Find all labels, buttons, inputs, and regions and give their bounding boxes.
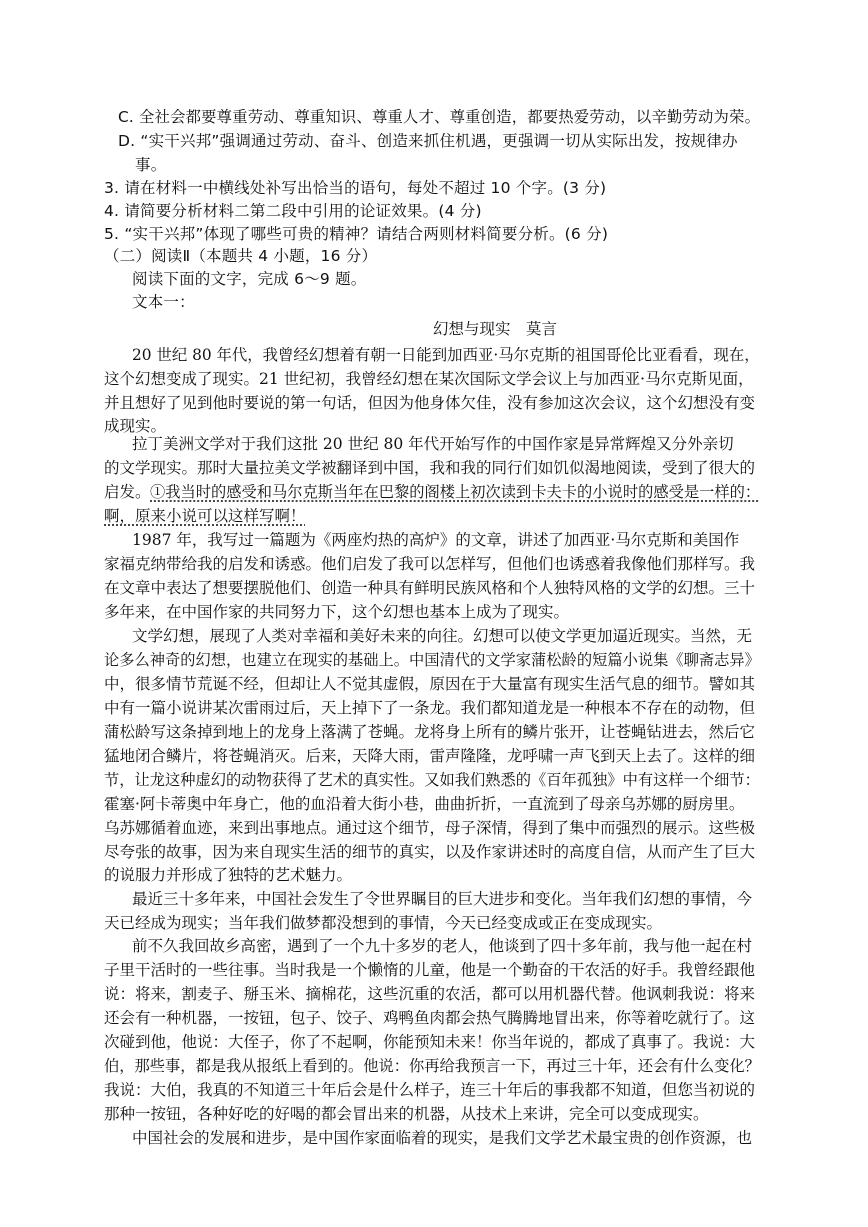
question-4: 4. 请简要分析材料二第二段中引用的论证效果。(4 分) [104, 202, 482, 220]
option-d-line2: 事。 [135, 156, 167, 174]
article-line: 中，很多情节荒诞不经，但却让人不觉其虚假，原因在于大量富有现实生活气息的细节。譬如其 [104, 675, 756, 693]
underlined-sentence: ①我当时的感受和马尔克斯当年在巴黎的阁楼上初次读到卡夫卡的小说时的感受是一样的： [150, 483, 761, 501]
underlined-sentence: 啊，原来小说可以这样写啊！ [104, 507, 306, 525]
option-c: C. 全社会都要尊重劳动、尊重知识、尊重人才、尊重创造，都要热爱劳动，以辛勤劳动为荣。 [118, 108, 761, 126]
article-line: 乌苏娜循着血迹，来到出事地点。通过这个细节，母子深情，得到了集中而强烈的展示。这些极 [104, 819, 756, 837]
article-line: 20 世纪 80 年代，我曾经幻想着有朝一日能到加西亚·马尔克斯的祖国哥伦比亚看看，现在， [132, 346, 760, 364]
article-line: 启发。 [104, 483, 151, 501]
article-line: 尽夸张的故事，因为来自现实生活的细节的真实，以及作家讲述时的高度自信，从而产生了巨大 [104, 843, 756, 861]
article-line: 还会有一种机器，一按钮，包子、饺子、鸡鸭鱼肉都会热气腾腾地冒出来，你等着吃就行了。这 [104, 1009, 756, 1027]
article-line: 1987 年，我写过一篇题为《两座灼热的高炉》的文章，讲述了加西亚·马尔克斯和美国作 [132, 531, 740, 549]
option-d-line1: D. “实干兴邦”强调通过劳动、奋斗、创造来抓住机遇，更强调一切从实际出发，按规律办 [118, 132, 738, 150]
article-title: 幻想与现实 莫言 [432, 320, 557, 338]
article-line: 论多么神奇的幻想，也建立在现实的基础上。中国清代的文学家蒲松龄的短篇小说集《聊斋志异》 [104, 651, 760, 669]
article-line: 节，让龙这种虚幻的动物获得了艺术的真实性。又如我们熟悉的《百年孤独》中有这样一个细节： [104, 771, 760, 789]
section-instruction: 阅读下面的文字，完成 6～9 题。 [132, 270, 367, 288]
article-line: 猛地闭合鳞片，将苍蝇消灭。后来，天降大雨，雷声隆隆，龙呼啸一声飞到天上去了。这样的细 [104, 747, 756, 765]
article-line: 说：将来，割麦子、掰玉米、摘棉花，这些沉重的农活，都可以用机器代替。他讽刺我说：将来 [104, 985, 756, 1003]
article-line: 霍塞·阿卡蒂奥中年身亡，他的血沿着大街小巷，曲曲折折，一直流到了母亲乌苏娜的厨房里。 [104, 795, 745, 813]
article-line: 子里干活时的一些往事。当时我是一个懒惰的儿童，他是一个勤奋的干农活的好手。我曾经跟他 [104, 961, 756, 979]
article-line: 拉丁美洲文学对于我们这批 20 世纪 80 年代开始写作的中国作家是异常辉煌又分外亲切 [132, 435, 734, 453]
article-line: 那种一按钮，各种好吃的好喝的都会冒出来的机器，从技术上来讲，完全可以变成现实。 [104, 1105, 709, 1123]
article-line: 家福克纳带给我的启发和诱惑。他们启发了我可以怎样写，但他们也诱惑着我像他们那样写。我 [104, 555, 756, 573]
article-line: 多年来，在中国作家的共同努力下，这个幻想也基本上成为了现实。 [104, 603, 570, 621]
article-line: 文学幻想，展现了人类对幸福和美好未来的向往。幻想可以使文学更加逼近现实。当然，无 [132, 627, 753, 645]
question-3: 3. 请在材料一中横线处补写出恰当的语句，每处不超过 10 个字。(3 分) [104, 179, 607, 197]
article-line: 中有一篇小说讲某次雷雨过后，天上掉下了一条龙。我们都知道龙是一种根本不存在的动物，但 [104, 699, 756, 717]
article-line: 我说：大伯，我真的不知道三十年后会是什么样子，连三十年后的事我都不知道，但您当初说的 [104, 1081, 756, 1099]
question-5: 5. “实干兴邦”体现了哪些可贵的精神？请结合两则材料简要分析。(6 分) [104, 225, 609, 243]
article-line: 成现实。 [104, 417, 167, 435]
article-line: 这个幻想变成了现实。21 世纪初，我曾经幻想在某次国际文学会议上与加西亚·马尔克斯见面， [104, 370, 754, 388]
article-line: 天已经成为现实；当年我们做梦都没想到的事情，今天已经变成或正在变成现实。 [104, 914, 663, 932]
article-line: 前不久我回故乡高密，遇到了一个九十多岁的老人，他谈到了四十多年前，我与他一起在村 [132, 937, 753, 955]
article-line: 在文章中表达了想要摆脱他们、创造一种具有鲜明民族风格和个人独特风格的文学的幻想。三十 [104, 579, 756, 597]
article-line: 伯，那些事，都是我从报纸上看到的。他说：你再给我预言一下，再过三十年，还会有什么变化？ [104, 1057, 760, 1075]
article-line: 的说服力并形成了独特的艺术魅力。 [104, 866, 353, 884]
article-line: 次碰到他，他说：大侄子，你了不起啊，你能预知未来！你当年说的，都成了真事了。我说：大 [104, 1033, 756, 1051]
article-line: 中国社会的发展和进步，是中国作家面临着的现实，是我们文学艺术最宝贵的创作资源，也 [132, 1129, 753, 1147]
article-line: 的文学现实。那时大量拉美文学被翻译到中国，我和我的同行们如饥似渴地阅读，受到了很大的 [104, 459, 756, 477]
text-label: 文本一： [132, 293, 195, 311]
article-line: 蒲松龄写这条掉到地上的龙身上落满了苍蝇。龙将身上所有的鳞片张开，让苍蝇钻进去，然后它 [104, 723, 756, 741]
article-line: 最近三十多年来，中国社会发生了令世界瞩目的巨大进步和变化。当年我们幻想的事情，今 [132, 890, 753, 908]
article-line: 并且想好了见到他时要说的第一句话，但因为他身体欠佳，没有参加这次会议，这个幻想没有变 [104, 394, 756, 412]
section-heading: （二）阅读Ⅱ（本题共 4 小题，16 分） [104, 247, 378, 265]
